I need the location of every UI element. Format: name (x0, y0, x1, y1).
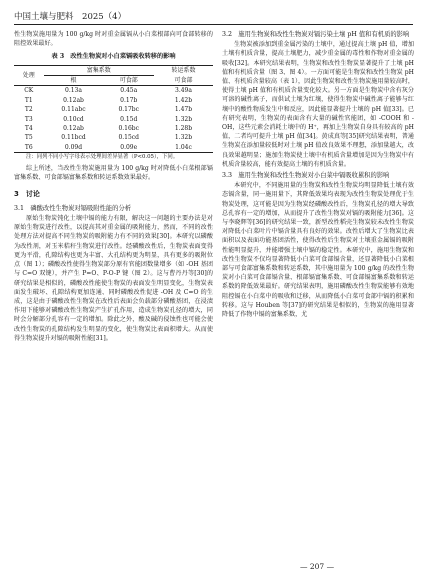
cell: T2 (24, 106, 33, 114)
col-header-edible: 可食部 (103, 76, 154, 86)
cell: T4 (24, 125, 33, 133)
col-header-transfer: 转运系数 (154, 65, 213, 75)
cell: T5 (24, 134, 33, 142)
col-header-treatment: 处理 (14, 65, 44, 86)
cell: 1.32b (174, 134, 193, 142)
cell: 3.49a (175, 87, 192, 95)
cell: 1.47b (174, 106, 193, 114)
table-row (14, 115, 213, 124)
issue-label: 2025（4） (82, 12, 127, 22)
paragraph: 原始生物炭钝化土壤中镉的能力有限，解决这一问题的主要办法是对原始生物炭进行改性，以提高其对重金属的吸附能力，然而，不同的改性处理方法对提高不同生物炭的吸附能力有不同的效果[30]。本研究以磷酸为改性剂，对玉米秸秆生物炭进行改性。经磷酸改性后，生物炭表面变得更为平滑，孔隙结构也更为丰富、大孔结构更为明显，具有更多的吸附位点（图 1）；磷酸改性使得生物炭部分原有官能团数量增多（如 -OH 基团与 C=O 双键），并产生 P=O、P-O-P 键（图 2）。这与曹丹丹等[30]的研究结果是相似的，磷酸改性能使生物炭的表面发生明显变化，生物炭表面发生破坏、孔隙结构更加连通、同时磷酸改性促进 -OH 及 C=O 的生成，这是由于磷酸改性生物炭在改性后表面会负载部分磷酸基团，在浸渍作用下能够对磷酸改性生物炭产生扩孔作用，造成生物炭孔径的增大，同时会分解部分孔容有一定的增加。除此之外，酸及碱的侵蚀性也可能会使改性生物炭的孔隙结构发生明显的变化，使生物炭比表面积增大。从而使得生物炭提升对镉的吸附性能[31]。 (14, 215, 213, 342)
cell: 0.13a (65, 87, 82, 95)
table-row (14, 143, 213, 153)
table-row (14, 96, 213, 105)
cell: 0.09e (103, 143, 154, 153)
paragraph: 本研究中，不同施用量的生物炭和改性生物炭均明显降低土壤有效态镉含量，同一施用量下，其降低效果均表现为改性生物炭处理优于生物炭处理，这可能是因为生物炭经磷酸改性后，生物炭孔径的增大导致总孔容有一定的增加，从而提升了改性生物炭对镉的吸附能力[36]。这与李晓辉等[36]的研究结果一致，新型改性稻壳生物炭较未改性生物炭对降低小白菜叶片中镉含量具有良好的效果。改性后增大了生物炭比表面积以及表面功能基团活性，使得改性后生物炭对土壤重金属镉的吸附性能明显提升，并能增强土壤中镉的稳定性。本研究中，施用生物炭和改性生物炭不仅均显著降低小白菜可食部镉含量，还显著降低小白菜根部与可食部富集系数和转运系数，其中施用量为 100 g/kg 的改性生物炭对小白菜可食部镉含量、根部镉富集系数、可食部镉富集系数和转运系数的降低效果最好。研究结果表明，施用磷酸改性生物炭能够有效地阻控镉在小白菜中的吸收和迁移，从而降低小白菜可食部中镉的积累和转移。这与 Houben 等[37]的研究结果是相似的，生物炭的施用显著降低了作物中镉的富集系数，尤 (222, 182, 414, 319)
cell: 0.11abc (61, 106, 86, 114)
journal-name: 中国土壤与肥料 (14, 12, 74, 22)
subsection-heading: 3.1 磷酸改性生物炭对镉吸附性能的分析 (14, 204, 132, 212)
cell: 1.04c (154, 143, 213, 153)
section-heading: 3 讨论 (14, 189, 40, 198)
table-row (14, 105, 213, 114)
table-row (14, 133, 213, 142)
left-column (14, 30, 213, 343)
cell: 0.16bc (118, 125, 139, 133)
paragraph: 综上所述，当改性生物炭施用量为 100 g/kg 时对降低小白菜根部镉富集系数、可食部镉富集系数和转运系数效果最好。 (14, 165, 213, 182)
cell: 0.17bc (118, 106, 139, 114)
data-table (14, 65, 213, 154)
table-note: 注：同列不同小写字母表示处理间差异显著（P<0.05），下同。 (26, 154, 179, 161)
table-row (14, 86, 213, 96)
paragraph: 性生物炭施用量为 100 g/kg 时对重金属镉从小白菜根部向可食部转移的阻控效果最好。 (14, 31, 213, 48)
right-column (222, 30, 414, 319)
header-rule (14, 24, 413, 25)
table-row (14, 124, 213, 133)
col-header-root: 根 (44, 76, 104, 86)
cell: 1.28b (174, 125, 193, 133)
cell: T1 (24, 96, 33, 104)
paragraph: 生物炭被添加到重金属污染的土壤中，通过提高土壤 pH 值，增加土壤有机质含量，提高土壤肥力，减少重金属的毒性和作物对重金属的吸收[32]。本研究结果表明，生物炭和改性生物炭显著提升了土壤 pH 值和有机质含量（图 3、图 4）。一方面可能是生物炭和改性生物炭 pH 值、有机质含量较高（表 1），因此生物炭和改性生物炭施用量较高时，使得土壤 pH 值和有机质含量变化较大。另一方面是生物炭中含有灰分可溶的碱性离子，而供试土壤为红壤，使得生物炭中碱性离子能够与红壤中的酸性物质发生中和反应，因此能显著提升土壤的 pH 值[33]。已有研究表明，生物炭的表面含有大量的碱性官能团，如 -COOH 和 -OH，这些元素会消耗土壤中的 H⁺，再加上生物炭自身具有较高的 pH 值，二者均可提升土壤 pH 值[34]。黄成真等[35]研究结果表明，普通生物炭在添加量较低时对土壤 pH 值改良效果不理想，添加量越大，改良效果越明显；施加生物炭使土壤中有机质含量增加是因为生物炭中有机质含量较高，能有效提高土壤的有机质含量。 (222, 41, 414, 168)
cell: 0.12ab (63, 125, 84, 133)
col-header-enrichment: 富集系数 (44, 65, 154, 75)
cell: 0.10cd (63, 115, 84, 123)
subsection-heading: 3.3 施用生物炭和改性生物炭对小白菜中镉吸收累积的影响 (222, 172, 390, 180)
col-header-edible-transfer: 可食部 (154, 76, 213, 86)
cell: CK (24, 87, 34, 95)
cell: 0.12ab (63, 96, 84, 104)
cell: 0.09d (44, 143, 104, 153)
cell: T3 (24, 115, 33, 123)
cell: 0.15cd (118, 134, 139, 142)
cell: 1.32b (174, 115, 193, 123)
cell: 0.17b (120, 96, 138, 104)
cell: 0.15d (120, 115, 138, 123)
running-header (14, 10, 126, 22)
table-caption: 表 3 改性生物炭对小白菜镉吸收转移的影响 (51, 53, 176, 61)
cell: 0.11bcd (61, 134, 86, 142)
cell: T6 (14, 143, 44, 153)
page-number: — 207 — (300, 562, 335, 571)
cell: 1.42b (174, 96, 193, 104)
cell: 0.45a (120, 87, 138, 95)
subsection-heading: 3.2 施用生物炭和改性生物炭对镉污染土壤 pH 值和有机质的影响 (222, 31, 410, 38)
